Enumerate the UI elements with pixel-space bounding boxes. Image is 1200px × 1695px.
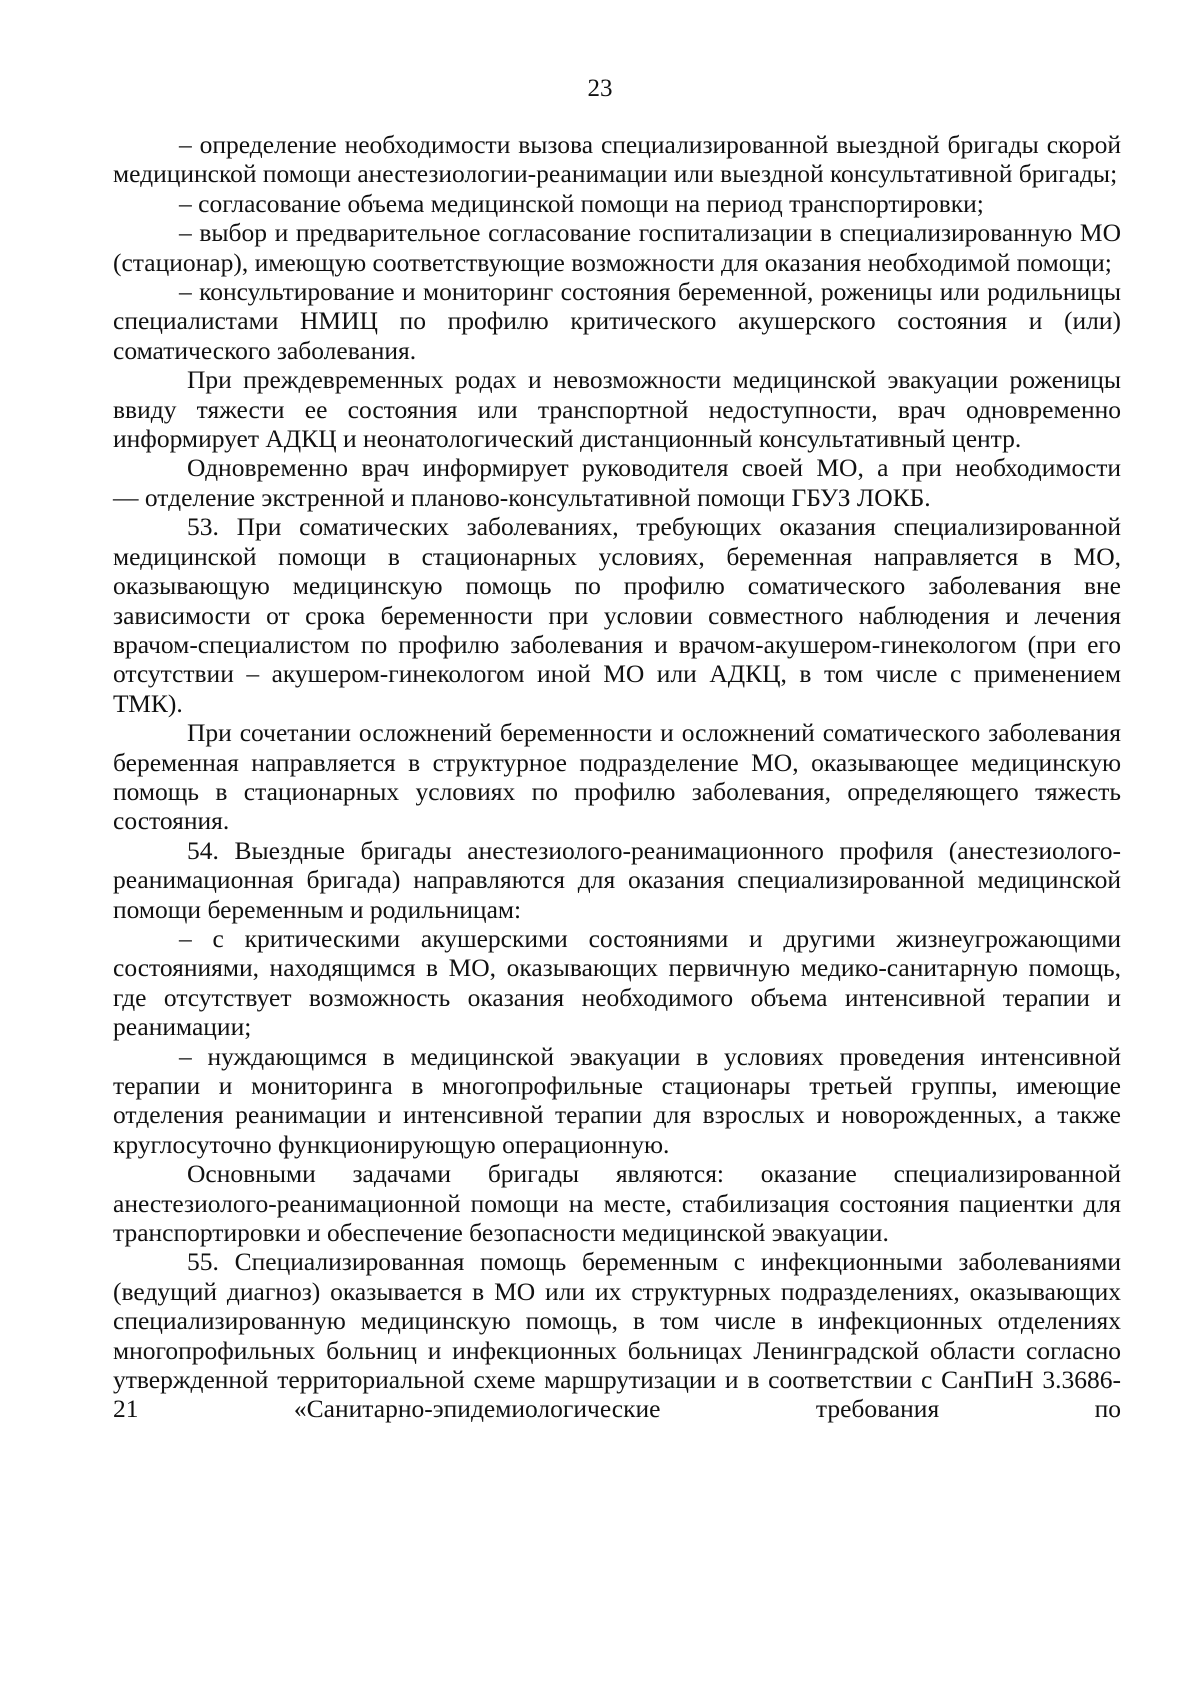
list-item-consulting-monitoring: – консультирование и мониторинг состояния беременной, роженицы или родильницы специалистами НМИЦ по профилю критического акушерского состояния и (или) соматического заболевания.: [113, 277, 1121, 365]
list-item-hospitalization-choice: – выбор и предварительное согласование госпитализации в специализированную МО (стационар), имеющую соответствующие возможности для оказания необходимой помощи;: [113, 218, 1121, 277]
paragraph-complications: При сочетании осложнений беременности и осложнений соматического заболевания беременная направляется в структурное подразделение МО, оказывающее медицинскую помощь в стационарных условиях по профилю заболевания, определяющего тяжесть состояния.: [113, 718, 1121, 836]
page-number: 23: [587, 75, 613, 102]
paragraph-54: 54. Выездные бригады анестезиолого-реанимационного профиля (анестезиолого-реанимационная бригада) направляются для оказания специализированной медицинской помощи беременным и родильницам:: [113, 835, 1121, 924]
paragraph-doctor-informs: Одновременно врач информирует руководителя своей МО, а при необходимости: [187, 453, 1121, 483]
list-item-volume-agreement: – согласование объема медицинской помощи на период транспортировки;: [179, 188, 984, 218]
list-item-critical-conditions: – с критическими акушерскими состояниями и другими жизнеугрожающими состояниями, находящимся в МО, оказывающих первичную медико-санитарную помощь, где отсутствует возможность оказания необходимого объема интенсивной терапии и реанимации;: [113, 923, 1121, 1042]
page-body: [113, 130, 1121, 1424]
paragraph-brigade-tasks: Основными задачами бригады являются: оказание специализированной анестезиолого-реанимационной помощи на месте, стабилизация состояния пациентки для транспортировки и обеспечение безопасности медицинской эвакуации.: [113, 1159, 1121, 1248]
list-item-evacuation-needs: – нуждающимся в медицинской эвакуации в условиях проведения интенсивной терапии и мониторинга в многопрофильные стационары третьей группы, имеющие отделения реанимации и интенсивной терапии для взрослых и новорожденных, а также круглосуточно функционирующую операционную.: [113, 1041, 1121, 1159]
list-item-transport-decision: – определение необходимости вызова специализированной выездной бригады скорой медицинской помощи анестезиологии-реанимации или выездной консультативной бригады;: [113, 130, 1121, 189]
paragraph-53: 53. При соматических заболеваниях, требующих оказания специализированной медицинской помощи в стационарных условиях, беременная направляется в МО, оказывающую медицинскую помощь по профилю соматического заболевания вне зависимости от срока беременности при условии совместного наблюдения и лечения врачом-специалистом по профилю заболевания и врачом-акушером-гинекологом (при его отсутствии – акушером-гинекологом иной МО или АДКЦ, в том числе с применением ТМК).: [113, 512, 1121, 718]
paragraph-premature-birth: При преждевременных родах и невозможности медицинской эвакуации роженицы ввиду тяжести ее состояния или транспортной недоступности, врач одновременно информирует АДКЦ и неонатологический дистанционный консультативный центр.: [113, 365, 1121, 454]
paragraph-55: 55. Специализированная помощь беременным с инфекционными заболеваниями (ведущий диагноз) оказывается в МО или их структурных подразделениях, оказывающих специализированную медицинскую помощь, в том числе в инфекционных отделениях многопрофильных больниц и инфекционных больницах Ленинградской области согласно утвержденной территориальной схеме маршрутизации и в соответствии с СанПиН 3.3686-21 «Санитарно-эпидемиологические требования по: [113, 1247, 1121, 1424]
paragraph-emergency-department: — отделение экстренной и планово-консультативной помощи ГБУЗ ЛОКБ.: [113, 482, 931, 512]
